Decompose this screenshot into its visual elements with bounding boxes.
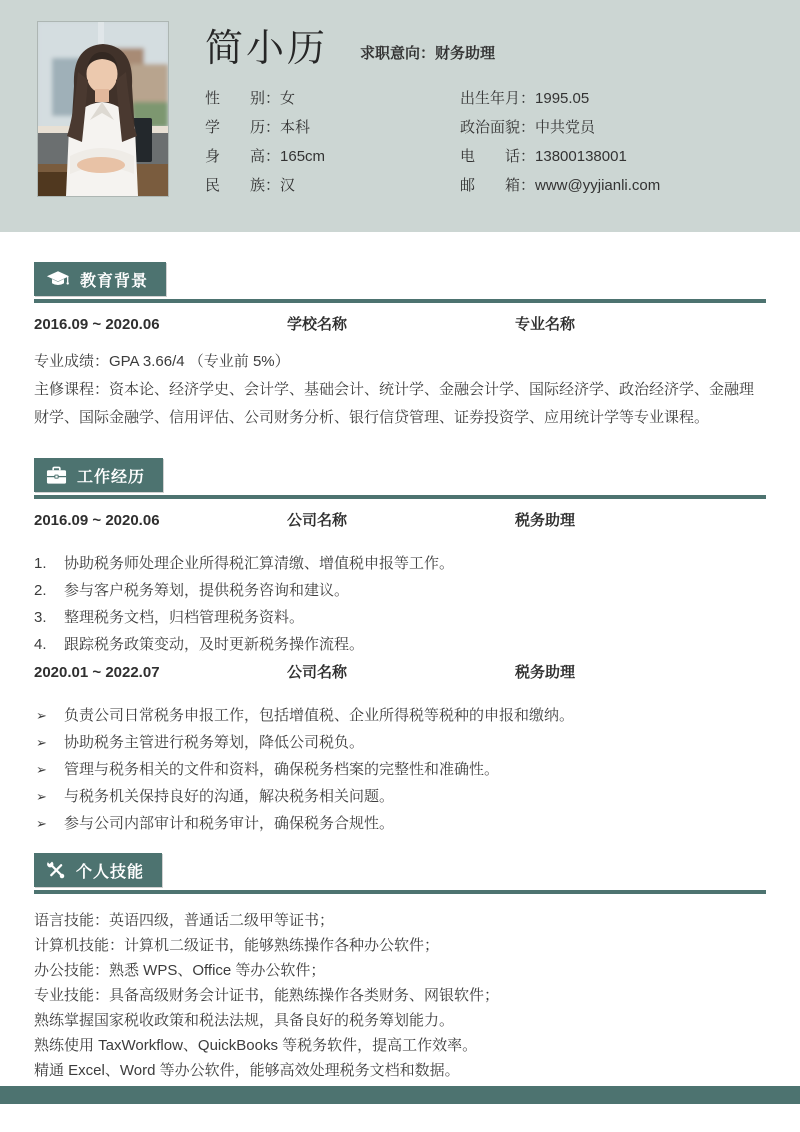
job-task-item [34, 783, 766, 810]
job-company: 公司名称 [287, 664, 348, 681]
task-number: 1. [34, 555, 47, 572]
info-value: 女 [280, 89, 296, 107]
education-school: 学校名称 [287, 316, 348, 333]
task-text: 参与公司内部审计和税务审计，确保税务合规性。 [64, 815, 395, 832]
education-major: 专业名称 [515, 316, 576, 333]
job-task-item [34, 702, 766, 729]
job-task-item [34, 577, 766, 604]
section-badge-education [34, 262, 166, 296]
info-value: www@yyjianli.com [535, 176, 661, 194]
task-text: 协助税务主管进行税务筹划，降低公司税负。 [64, 734, 365, 751]
job-entry-row [34, 512, 766, 530]
info-colon: ： [265, 147, 281, 165]
job-task-item [34, 550, 766, 577]
info-field-education [205, 120, 460, 136]
section-badge-work [34, 458, 163, 492]
info-field-birth [460, 91, 770, 107]
section-divider [34, 299, 766, 303]
skill-line-excel-word: 精通 Excel、Word 等办公软件，能够高效处理税务文档和数据。 [34, 1062, 460, 1079]
info-field-ethnicity [205, 178, 460, 194]
info-field-political-status [460, 120, 770, 136]
skill-line-office: 办公技能：熟悉 WPS、Office 等办公软件； [34, 962, 326, 979]
info-colon: ： [520, 176, 536, 194]
job-task-list [34, 550, 766, 658]
info-label: 民族 [205, 176, 265, 194]
education-period: 2016.09 ~ 2020.06 [34, 316, 160, 333]
task-number: 4. [34, 636, 47, 653]
portrait-photo-illustration [38, 22, 168, 196]
info-label: 电话 [460, 147, 520, 165]
info-colon: ： [265, 176, 281, 194]
skill-line-computer: 计算机技能：计算机二级证书，能够熟练操作各种办公软件； [34, 937, 440, 954]
graduation-cap-icon [46, 270, 70, 289]
arrow-bullet-icon: ➢ [36, 735, 47, 750]
skills-list [34, 908, 766, 1083]
info-label: 政治面貌 [460, 118, 521, 136]
crossed-tools-icon [46, 860, 66, 880]
name-row [205, 28, 770, 72]
arrow-bullet-icon: ➢ [36, 789, 47, 804]
skill-line-professional: 专业技能：具备高级财务会计证书，能熟练操作各类财务、网银软件； [34, 987, 500, 1004]
job-entry-row [34, 664, 766, 682]
section-title-work: 工作经历 [77, 468, 146, 486]
section-badge-skills [34, 853, 162, 887]
section-work [0, 432, 800, 837]
personal-info [205, 91, 770, 194]
info-value: 中共党员 [535, 118, 596, 136]
arrow-bullet-icon: ➢ [36, 762, 47, 777]
task-text: 协助税务师处理企业所得税汇算清缴、增值税申报等工作。 [64, 555, 455, 572]
section-title-education: 教育背景 [80, 272, 149, 290]
info-value: 13800138001 [535, 147, 627, 165]
info-value: 1995.05 [535, 89, 590, 107]
education-entry-row [34, 316, 766, 334]
info-colon: ： [520, 118, 536, 136]
candidate-name: 简小历 [205, 28, 329, 70]
arrow-bullet-icon: ➢ [36, 816, 47, 831]
info-colon: ： [265, 118, 281, 136]
job-role: 税务助理 [515, 664, 576, 681]
info-field-email [460, 178, 770, 194]
info-colon: ： [520, 147, 536, 165]
header-content [205, 28, 770, 194]
info-label: 邮箱 [460, 176, 520, 194]
section-divider [34, 890, 766, 894]
info-label: 出生年月 [460, 89, 521, 107]
job-task-item [34, 756, 766, 783]
section-title-skills: 个人技能 [76, 863, 145, 881]
task-text: 与税务机关保持良好的沟通，解决税务相关问题。 [64, 788, 395, 805]
education-details [34, 348, 766, 432]
task-text: 管理与税务相关的文件和资料，确保税务档案的完整性和准确性。 [64, 761, 500, 778]
info-field-gender [205, 91, 460, 107]
skill-line-tax-policy: 熟练掌握国家税收政策和税法法规，具备良好的税务筹划能力。 [34, 1012, 455, 1029]
education-gpa-line: 专业成绩：GPA 3.66/4 （专业前 5%） [34, 353, 290, 370]
info-label: 身高 [205, 147, 265, 165]
task-number: 3. [34, 609, 47, 626]
education-courses-line: 主修课程：资本论、经济学史、会计学、基础会计、统计学、金融会计学、国际经济学、政治经济学、金融理财学、国际金融学、信用评估、公司财务分析、银行信贷管理、证券投资学、应用统计学等专业课程。 [34, 381, 755, 426]
info-colon: ： [520, 89, 536, 107]
task-text: 参与客户税务筹划，提供税务咨询和建议。 [64, 582, 350, 599]
skill-line-tax-software: 熟练使用 TaxWorkflow、QuickBooks 等税务软件，提高工作效率。 [34, 1037, 478, 1054]
job-task-item [34, 729, 766, 756]
footer-bar [0, 1086, 800, 1104]
task-text: 整理税务文档，归档管理税务资料。 [64, 609, 305, 626]
info-label: 性别 [205, 89, 265, 107]
info-value: 本科 [280, 118, 311, 136]
job-role: 税务助理 [515, 512, 576, 529]
job-objective: 求职意向：财务助理 [360, 44, 496, 62]
job-task-item [34, 810, 766, 837]
resume-body [0, 232, 800, 1083]
job-task-item [34, 604, 766, 631]
section-education [0, 232, 800, 432]
skill-line-language: 语言技能：英语四级，普通话二级甲等证书； [34, 912, 335, 929]
task-text: 跟踪税务政策变动，及时更新税务操作流程。 [64, 636, 365, 653]
info-field-phone [460, 149, 770, 165]
job-company: 公司名称 [287, 512, 348, 529]
briefcase-icon [46, 466, 67, 485]
arrow-bullet-icon: ➢ [36, 708, 47, 723]
job-period: 2016.09 ~ 2020.06 [34, 512, 160, 529]
info-value: 汉 [280, 176, 296, 194]
job-task-item [34, 631, 766, 658]
info-label: 学历 [205, 118, 265, 136]
info-value: 165cm [280, 147, 326, 165]
section-divider [34, 495, 766, 499]
section-skills [0, 837, 800, 1083]
task-number: 2. [34, 582, 47, 599]
task-text: 负责公司日常税务申报工作，包括增值税、企业所得税等税种的申报和缴纳。 [64, 707, 575, 724]
job-period: 2020.01 ~ 2022.07 [34, 664, 160, 681]
info-colon: ： [265, 89, 281, 107]
header [0, 0, 800, 232]
info-field-height [205, 149, 460, 165]
profile-photo [38, 22, 168, 196]
job-task-list [34, 702, 766, 837]
